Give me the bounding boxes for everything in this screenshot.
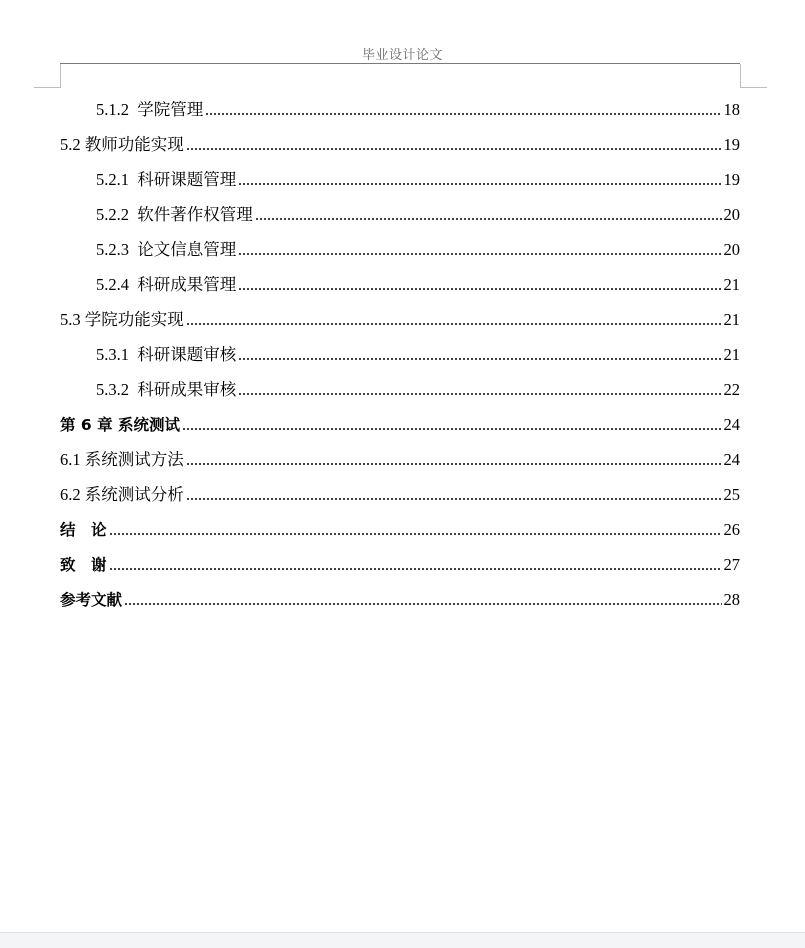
toc-dot-leader [186, 463, 722, 465]
header-rule [60, 63, 740, 64]
toc-entry-number: 6.1 [60, 450, 81, 469]
toc-entry-label [96, 380, 236, 400]
toc-dot-leader [238, 253, 721, 255]
toc-dot-leader [124, 603, 721, 605]
toc-dot-leader [182, 428, 722, 430]
bottom-status-strip [0, 932, 805, 948]
toc-dot-leader [109, 533, 722, 535]
toc-entry[interactable] [60, 295, 740, 330]
toc-entry-label [60, 310, 184, 330]
toc-entry-title: 学院管理 [137, 100, 204, 119]
toc-entry[interactable] [96, 190, 740, 225]
toc-entry-page-number: 19 [723, 135, 740, 154]
toc-entry[interactable] [96, 155, 740, 190]
toc-entry-title: 致 谢 [60, 556, 107, 574]
toc-entry-page-number: 28 [723, 590, 740, 609]
toc-entry-title: 系统测试分析 [84, 485, 184, 504]
toc-dot-leader [238, 288, 721, 290]
toc-entry-page-number: 20 [723, 205, 740, 224]
toc-entry-number: 5.3.1 [96, 345, 129, 364]
toc-entry-title: 科研成果审核 [137, 380, 237, 399]
toc-entry[interactable] [96, 85, 740, 120]
toc-entry-separator [129, 205, 137, 224]
toc-entry-title: 软件著作权管理 [137, 205, 253, 224]
toc-entry-title: 科研课题管理 [137, 170, 237, 189]
toc-entry-title: 参考文献 [60, 591, 123, 609]
toc-entry-title: 科研成果管理 [137, 275, 237, 294]
toc-entry-label [96, 170, 236, 190]
toc-entry[interactable] [96, 330, 740, 365]
toc-entry-number: 5.3.2 [96, 380, 129, 399]
toc-entry-number: 5.2.1 [96, 170, 129, 189]
toc-entry-number: 5.2.2 [96, 205, 129, 224]
toc-entry-label [96, 345, 236, 365]
toc-entry-page-number: 18 [723, 100, 740, 119]
crop-mark-top-right-vertical [740, 64, 741, 88]
toc-entry-page-number: 19 [723, 170, 740, 189]
toc-entry[interactable] [60, 470, 740, 505]
toc-entry-separator [129, 170, 137, 189]
toc-entry-number: 5.2.3 [96, 240, 129, 259]
toc-entry-label [60, 485, 184, 505]
toc-entry-label [60, 415, 180, 435]
crop-mark-top-left-horizontal [34, 87, 61, 88]
toc-entry-page-number: 20 [723, 240, 740, 259]
toc-entry-label [96, 275, 236, 295]
toc-dot-leader [109, 568, 722, 570]
toc-entry-page-number: 21 [723, 275, 740, 294]
toc-entry-title: 论文信息管理 [137, 240, 237, 259]
toc-entry-page-number: 26 [723, 520, 740, 539]
toc-dot-leader [238, 393, 721, 395]
toc-entry[interactable] [60, 575, 740, 610]
toc-entry-number: 5.3 [60, 310, 81, 329]
toc-entry-page-number: 24 [723, 450, 740, 469]
crop-mark-top-left-vertical [60, 64, 61, 88]
toc-entry-page-number: 21 [723, 310, 740, 329]
toc-entry-number: 5.2 [60, 135, 81, 154]
toc-entry-label [60, 450, 184, 470]
toc-entry-label [60, 590, 122, 610]
crop-mark-top-right-horizontal [740, 87, 767, 88]
toc-dot-leader [238, 358, 721, 360]
toc-dot-leader [205, 113, 721, 115]
toc-entry-separator [129, 345, 137, 364]
toc-entry-title: 系统测试方法 [84, 450, 184, 469]
toc-entry[interactable] [60, 435, 740, 470]
toc-entry-separator [129, 380, 137, 399]
toc-entry-label [60, 135, 184, 155]
toc-entry[interactable] [60, 120, 740, 155]
toc-entry-page-number: 24 [723, 415, 740, 434]
toc-entry[interactable] [60, 505, 740, 540]
toc-entry-label [60, 520, 107, 540]
toc-dot-leader [186, 148, 722, 150]
toc-entry-title: 学院功能实现 [84, 310, 184, 329]
toc-entry-title: 教师功能实现 [84, 135, 184, 154]
toc-entry-number: 5.2.4 [96, 275, 129, 294]
toc-entry-number: 5.1.2 [96, 100, 129, 119]
toc-entry-title: 系统测试 [117, 416, 180, 434]
toc-entry-separator [129, 240, 137, 259]
toc-entry[interactable] [60, 400, 740, 435]
toc-entry-title: 结 论 [60, 521, 107, 539]
toc-dot-leader [238, 183, 721, 185]
toc-entry-number: 第 6 章 [60, 416, 113, 434]
toc-entry-separator [129, 100, 137, 119]
page-header-title: 毕业设计论文 [361, 48, 443, 63]
toc-dot-leader [255, 218, 722, 220]
toc-dot-leader [186, 323, 722, 325]
toc-entry-label [96, 205, 253, 225]
toc-entry-page-number: 21 [723, 345, 740, 364]
toc-entry[interactable] [60, 540, 740, 575]
toc-entry-label [60, 555, 107, 575]
toc-entry-page-number: 22 [723, 380, 740, 399]
toc-entry-separator [129, 275, 137, 294]
toc-entry-page-number: 25 [723, 485, 740, 504]
toc-entry-label [96, 240, 236, 260]
toc-entry[interactable] [96, 260, 740, 295]
toc-entry-number: 6.2 [60, 485, 81, 504]
toc-entry-title: 科研课题审核 [137, 345, 237, 364]
toc-entry[interactable] [96, 365, 740, 400]
toc-entry-label [96, 100, 203, 120]
toc-entry-page-number: 27 [723, 555, 740, 574]
toc-entry[interactable] [96, 225, 740, 260]
toc-dot-leader [186, 498, 722, 500]
